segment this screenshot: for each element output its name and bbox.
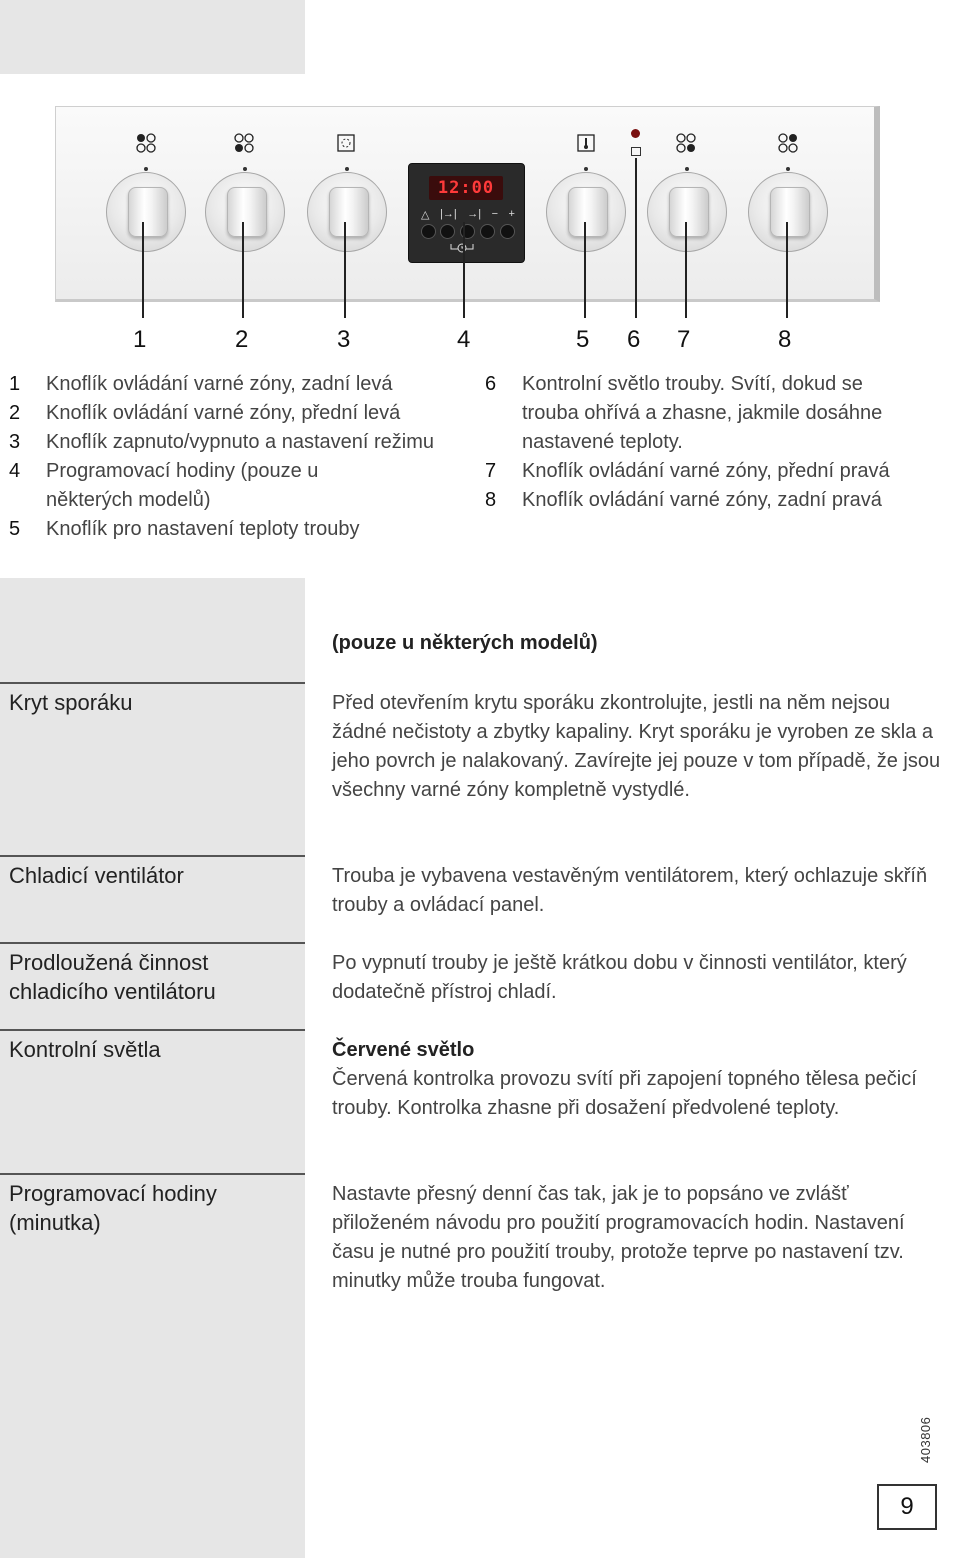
timer-button[interactable] bbox=[440, 224, 455, 239]
callout-line-7 bbox=[685, 222, 687, 318]
oven-indicator-icon bbox=[631, 147, 641, 156]
end-time-symbol: →| bbox=[467, 208, 482, 220]
legend-left bbox=[9, 370, 479, 544]
legend-text: Knoflík ovládání varné zóny, přední levá bbox=[46, 402, 401, 424]
legend-number: 2 bbox=[9, 402, 21, 424]
knob-marker bbox=[786, 167, 790, 171]
knob-oven-mode[interactable] bbox=[307, 172, 387, 252]
section-subheading-red-light: Červené světlo bbox=[332, 1039, 475, 1061]
callout-number-5: 5 bbox=[576, 326, 590, 353]
legend-right bbox=[485, 370, 905, 515]
callout-line-2 bbox=[242, 222, 244, 318]
section-body-programming-clock: Nastavte přesný denní čas tak, jak je to popsáno ve zvlášť přiloženém návodu pro použití programovacích hodin. Nastavení času je nutné pro použití trouby, protože teprve po nastavení tzv. minutky může trouba fungovat. bbox=[332, 1183, 905, 1292]
callout-number-7: 7 bbox=[677, 326, 691, 353]
section-divider bbox=[0, 942, 305, 944]
timer-button[interactable] bbox=[480, 224, 495, 239]
legend-number: 4 bbox=[9, 460, 21, 482]
section-heading-fan-extended: Prodloužená činnost chladicího ventilátoru bbox=[9, 950, 216, 1004]
clock-display: 12:00 bbox=[429, 176, 503, 200]
duration-symbol: |→| bbox=[439, 208, 457, 220]
knob-marker bbox=[584, 167, 588, 171]
callout-number-3: 3 bbox=[337, 326, 351, 353]
callout-line-1 bbox=[142, 222, 144, 318]
clock-icon bbox=[449, 242, 475, 257]
callout-line-3 bbox=[344, 222, 346, 318]
control-panel-illustration bbox=[55, 106, 880, 302]
section-heading-cover: Kryt sporáku bbox=[9, 690, 133, 715]
legend-item bbox=[9, 370, 479, 399]
legend-item bbox=[9, 515, 479, 544]
section-divider bbox=[0, 855, 305, 857]
knob-hob-rear-left[interactable] bbox=[106, 172, 186, 252]
legend-number: 7 bbox=[485, 460, 497, 482]
callout-number-4: 4 bbox=[457, 326, 471, 353]
legend-text: Knoflík ovládání varné zóny, zadní levá bbox=[46, 373, 393, 395]
section-body-indicator-lights bbox=[332, 1036, 942, 1123]
callout-number-2: 2 bbox=[235, 326, 249, 353]
knob-hob-front-left[interactable] bbox=[205, 172, 285, 252]
legend-text: Knoflík ovládání varné zóny, zadní pravá bbox=[522, 489, 882, 511]
knob-marker bbox=[243, 167, 247, 171]
hob-zone-front-left-icon bbox=[234, 133, 254, 153]
callout-line-4 bbox=[463, 222, 465, 318]
plus-symbol: + bbox=[508, 208, 515, 220]
page-number: 9 bbox=[877, 1484, 937, 1530]
section-body-fan-extended: Po vypnutí trouby je ještě krátkou dobu v činnosti ventilátor, který dodatečně přístroj chladí. bbox=[332, 952, 907, 1003]
programming-clock bbox=[408, 163, 525, 263]
top-gray-band bbox=[0, 0, 305, 74]
callout-line-8 bbox=[786, 222, 788, 318]
document-number: 403806 bbox=[918, 1416, 933, 1463]
knob-hob-front-right[interactable] bbox=[647, 172, 727, 252]
legend-item bbox=[485, 486, 905, 515]
legend-number: 6 bbox=[485, 373, 497, 395]
knob-hob-rear-right[interactable] bbox=[748, 172, 828, 252]
bell-symbol: △ bbox=[421, 209, 430, 221]
knob-marker bbox=[685, 167, 689, 171]
models-note: (pouze u některých modelů) bbox=[332, 632, 598, 654]
side-gray-column bbox=[0, 578, 305, 1558]
section-heading-programming-clock: Programovací hodiny (minutka) bbox=[9, 1181, 217, 1235]
timer-button-symbols bbox=[421, 208, 515, 221]
callout-number-8: 8 bbox=[778, 326, 792, 353]
legend-text: Kontrolní světlo trouby. Svítí, dokud se trouba ohřívá a zhasne, jakmile dosáhne nastavené teploty. bbox=[522, 373, 883, 453]
legend-number: 8 bbox=[485, 489, 497, 511]
legend-item bbox=[485, 370, 905, 457]
section-divider bbox=[0, 1029, 305, 1031]
timer-button[interactable] bbox=[421, 224, 436, 239]
callout-number-6: 6 bbox=[627, 326, 641, 353]
section-heading-cooling-fan: Chladicí ventilátor bbox=[9, 863, 184, 888]
minus-symbol: − bbox=[491, 208, 499, 220]
legend-text: Programovací hodiny (pouze u některých modelů) bbox=[46, 460, 319, 511]
legend-number: 1 bbox=[9, 373, 21, 395]
oven-mode-icon bbox=[336, 133, 356, 153]
legend-item bbox=[9, 457, 479, 515]
section-text-red-light: Červená kontrolka provozu svítí při zapojení topného tělesa pečicí trouby. Kontrolka zhasne při dosažení předvolené teploty. bbox=[332, 1068, 917, 1119]
legend-item bbox=[9, 399, 479, 428]
legend-text: Knoflík ovládání varné zóny, přední pravá bbox=[522, 460, 890, 482]
callout-line-5 bbox=[584, 222, 586, 318]
section-divider bbox=[0, 1173, 305, 1175]
legend-number: 3 bbox=[9, 431, 21, 453]
hob-zone-front-right-icon bbox=[676, 133, 696, 153]
hob-zone-rear-right-icon bbox=[778, 133, 798, 153]
section-body-cover: Před otevřením krytu sporáku zkontrolujte, jestli na něm nejsou žádné nečistoty a zbytky kapaliny. Kryt sporáku je vyroben ze skla a jeho povrch je nalakovaný. Zavírejte jej pouze v tom případě, že jsou všechny varné zóny kompletně vystydlé. bbox=[332, 692, 941, 801]
callout-number-1: 1 bbox=[133, 326, 147, 353]
oven-indicator-light bbox=[631, 129, 640, 138]
legend-item bbox=[485, 457, 905, 486]
callout-line-6 bbox=[635, 158, 637, 318]
legend-item bbox=[9, 428, 479, 457]
knob-marker bbox=[144, 167, 148, 171]
section-divider bbox=[0, 682, 305, 684]
legend-text: Knoflík pro nastavení teploty trouby bbox=[46, 518, 360, 540]
timer-button[interactable] bbox=[500, 224, 515, 239]
section-body-cooling-fan: Trouba je vybavena vestavěným ventilátorem, který ochlazuje skříň trouby a ovládací panel. bbox=[332, 865, 928, 916]
legend-number: 5 bbox=[9, 518, 21, 540]
knob-oven-temperature[interactable] bbox=[546, 172, 626, 252]
legend-text: Knoflík zapnuto/vypnuto a nastavení režimu bbox=[46, 431, 435, 453]
section-heading-indicator-lights: Kontrolní světla bbox=[9, 1037, 161, 1062]
hob-zone-rear-left-icon bbox=[136, 133, 156, 153]
thermometer-icon bbox=[576, 133, 596, 153]
knob-marker bbox=[345, 167, 349, 171]
